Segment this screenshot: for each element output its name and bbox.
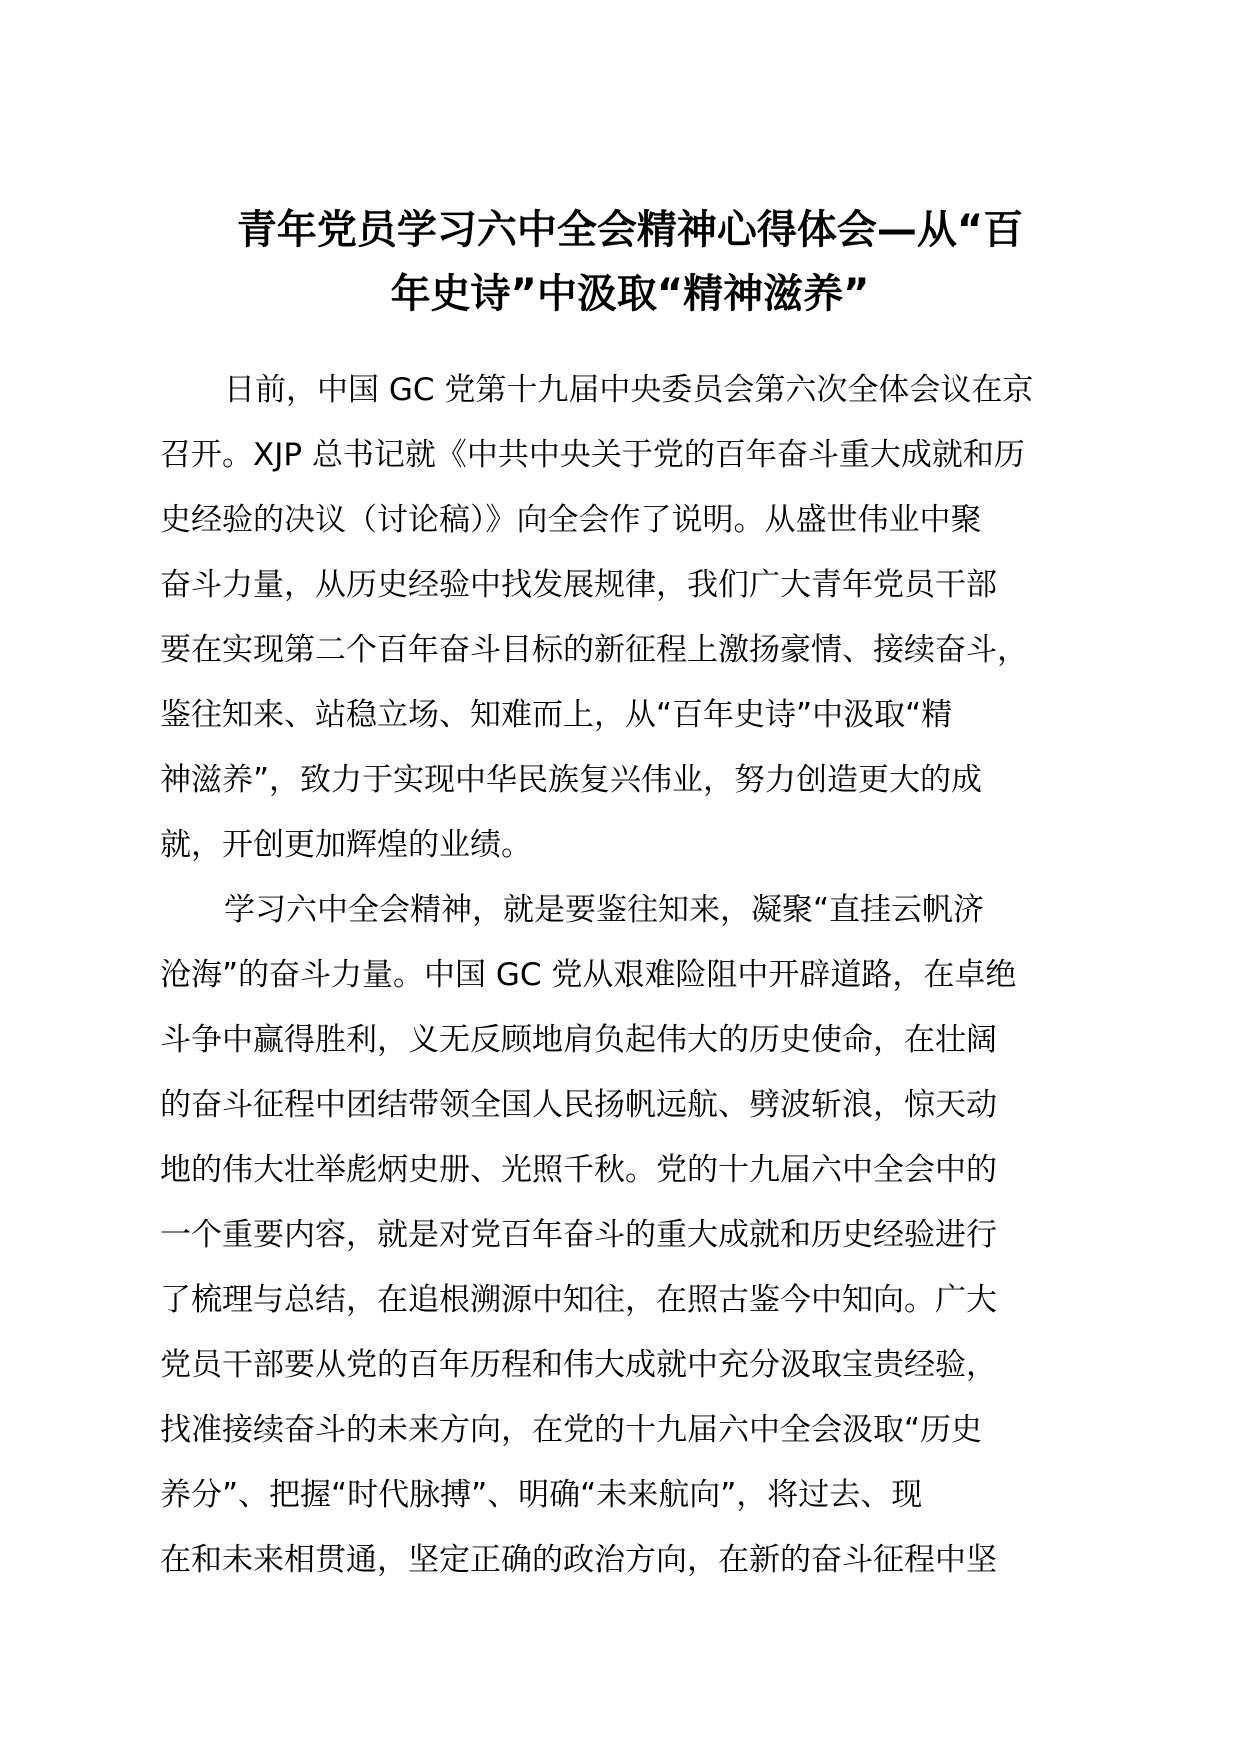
title-line: 青年党员学习六中全会精神心得体会—从“百	[236, 207, 1024, 253]
paragraph-line: 找准接续奋斗的未来方向，在党的十九届六中全会汲取“历史	[160, 1412, 983, 1448]
paragraph-line: 召开。XJP 总书记就《中共中央关于党的百年奋斗重大成就和历	[160, 437, 1025, 473]
paragraph-2	[160, 878, 1100, 1593]
title-line: 年史诗”中汲取“精神滋养”	[390, 271, 870, 317]
document-title	[150, 198, 1110, 326]
paragraph-line: 斗争中赢得胜利，义无反顾地肩负起伟大的历史使命，在壮阔	[160, 1022, 997, 1058]
paragraph-line: 一个重要内容，就是对党百年奋斗的重大成就和历史经验进行	[160, 1217, 997, 1253]
paragraph-line: 就，开创更加辉煌的业绩。	[160, 827, 532, 863]
document-body	[160, 358, 1100, 1593]
paragraph-line: 奋斗力量，从历史经验中找发展规律，我们广大青年党员干部	[160, 567, 997, 603]
paragraph-line: 神滋养”，致力于实现中华民族复兴伟业，努力创造更大的成	[160, 762, 983, 798]
paragraph-line: 养分”、把握“时代脉搏”、明确“未来航向”，将过去、现	[160, 1477, 923, 1513]
paragraph-line: 在和未来相贯通，坚定正确的政治方向，在新的奋斗征程中坚	[160, 1542, 997, 1578]
paragraph-line: 日前，中国 GC 党第十九届中央委员会第六次全体会议在京	[224, 372, 1034, 408]
paragraph-line: 的奋斗征程中团结带领全国人民扬帆远航、劈波斩浪，惊天动	[160, 1087, 997, 1123]
paragraph-line: 学习六中全会精神，就是要鉴往知来，凝聚“直挂云帆济	[224, 892, 985, 928]
paragraph-line: 要在实现第二个百年奋斗目标的新征程上激扬豪情、接续奋斗，	[160, 632, 1028, 668]
paragraph-line: 了梳理与总结，在追根溯源中知往，在照古鉴今中知向。广大	[160, 1282, 997, 1318]
paragraph-line: 史经验的决议（讨论稿）》向全会作了说明。从盛世伟业中聚	[160, 502, 982, 538]
paragraph-line: 地的伟大壮举彪炳史册、光照千秋。党的十九届六中全会中的	[160, 1152, 997, 1188]
paragraph-1	[160, 358, 1100, 878]
paragraph-line: 党员干部要从党的百年历程和伟大成就中充分汲取宝贵经验，	[160, 1347, 997, 1383]
paragraph-line: 沧海”的奋斗力量。中国 GC 党从艰难险阻中开辟道路，在卓绝	[160, 957, 1017, 993]
paragraph-line: 鉴往知来、站稳立场、知难而上，从“百年史诗”中汲取“精	[160, 697, 953, 733]
